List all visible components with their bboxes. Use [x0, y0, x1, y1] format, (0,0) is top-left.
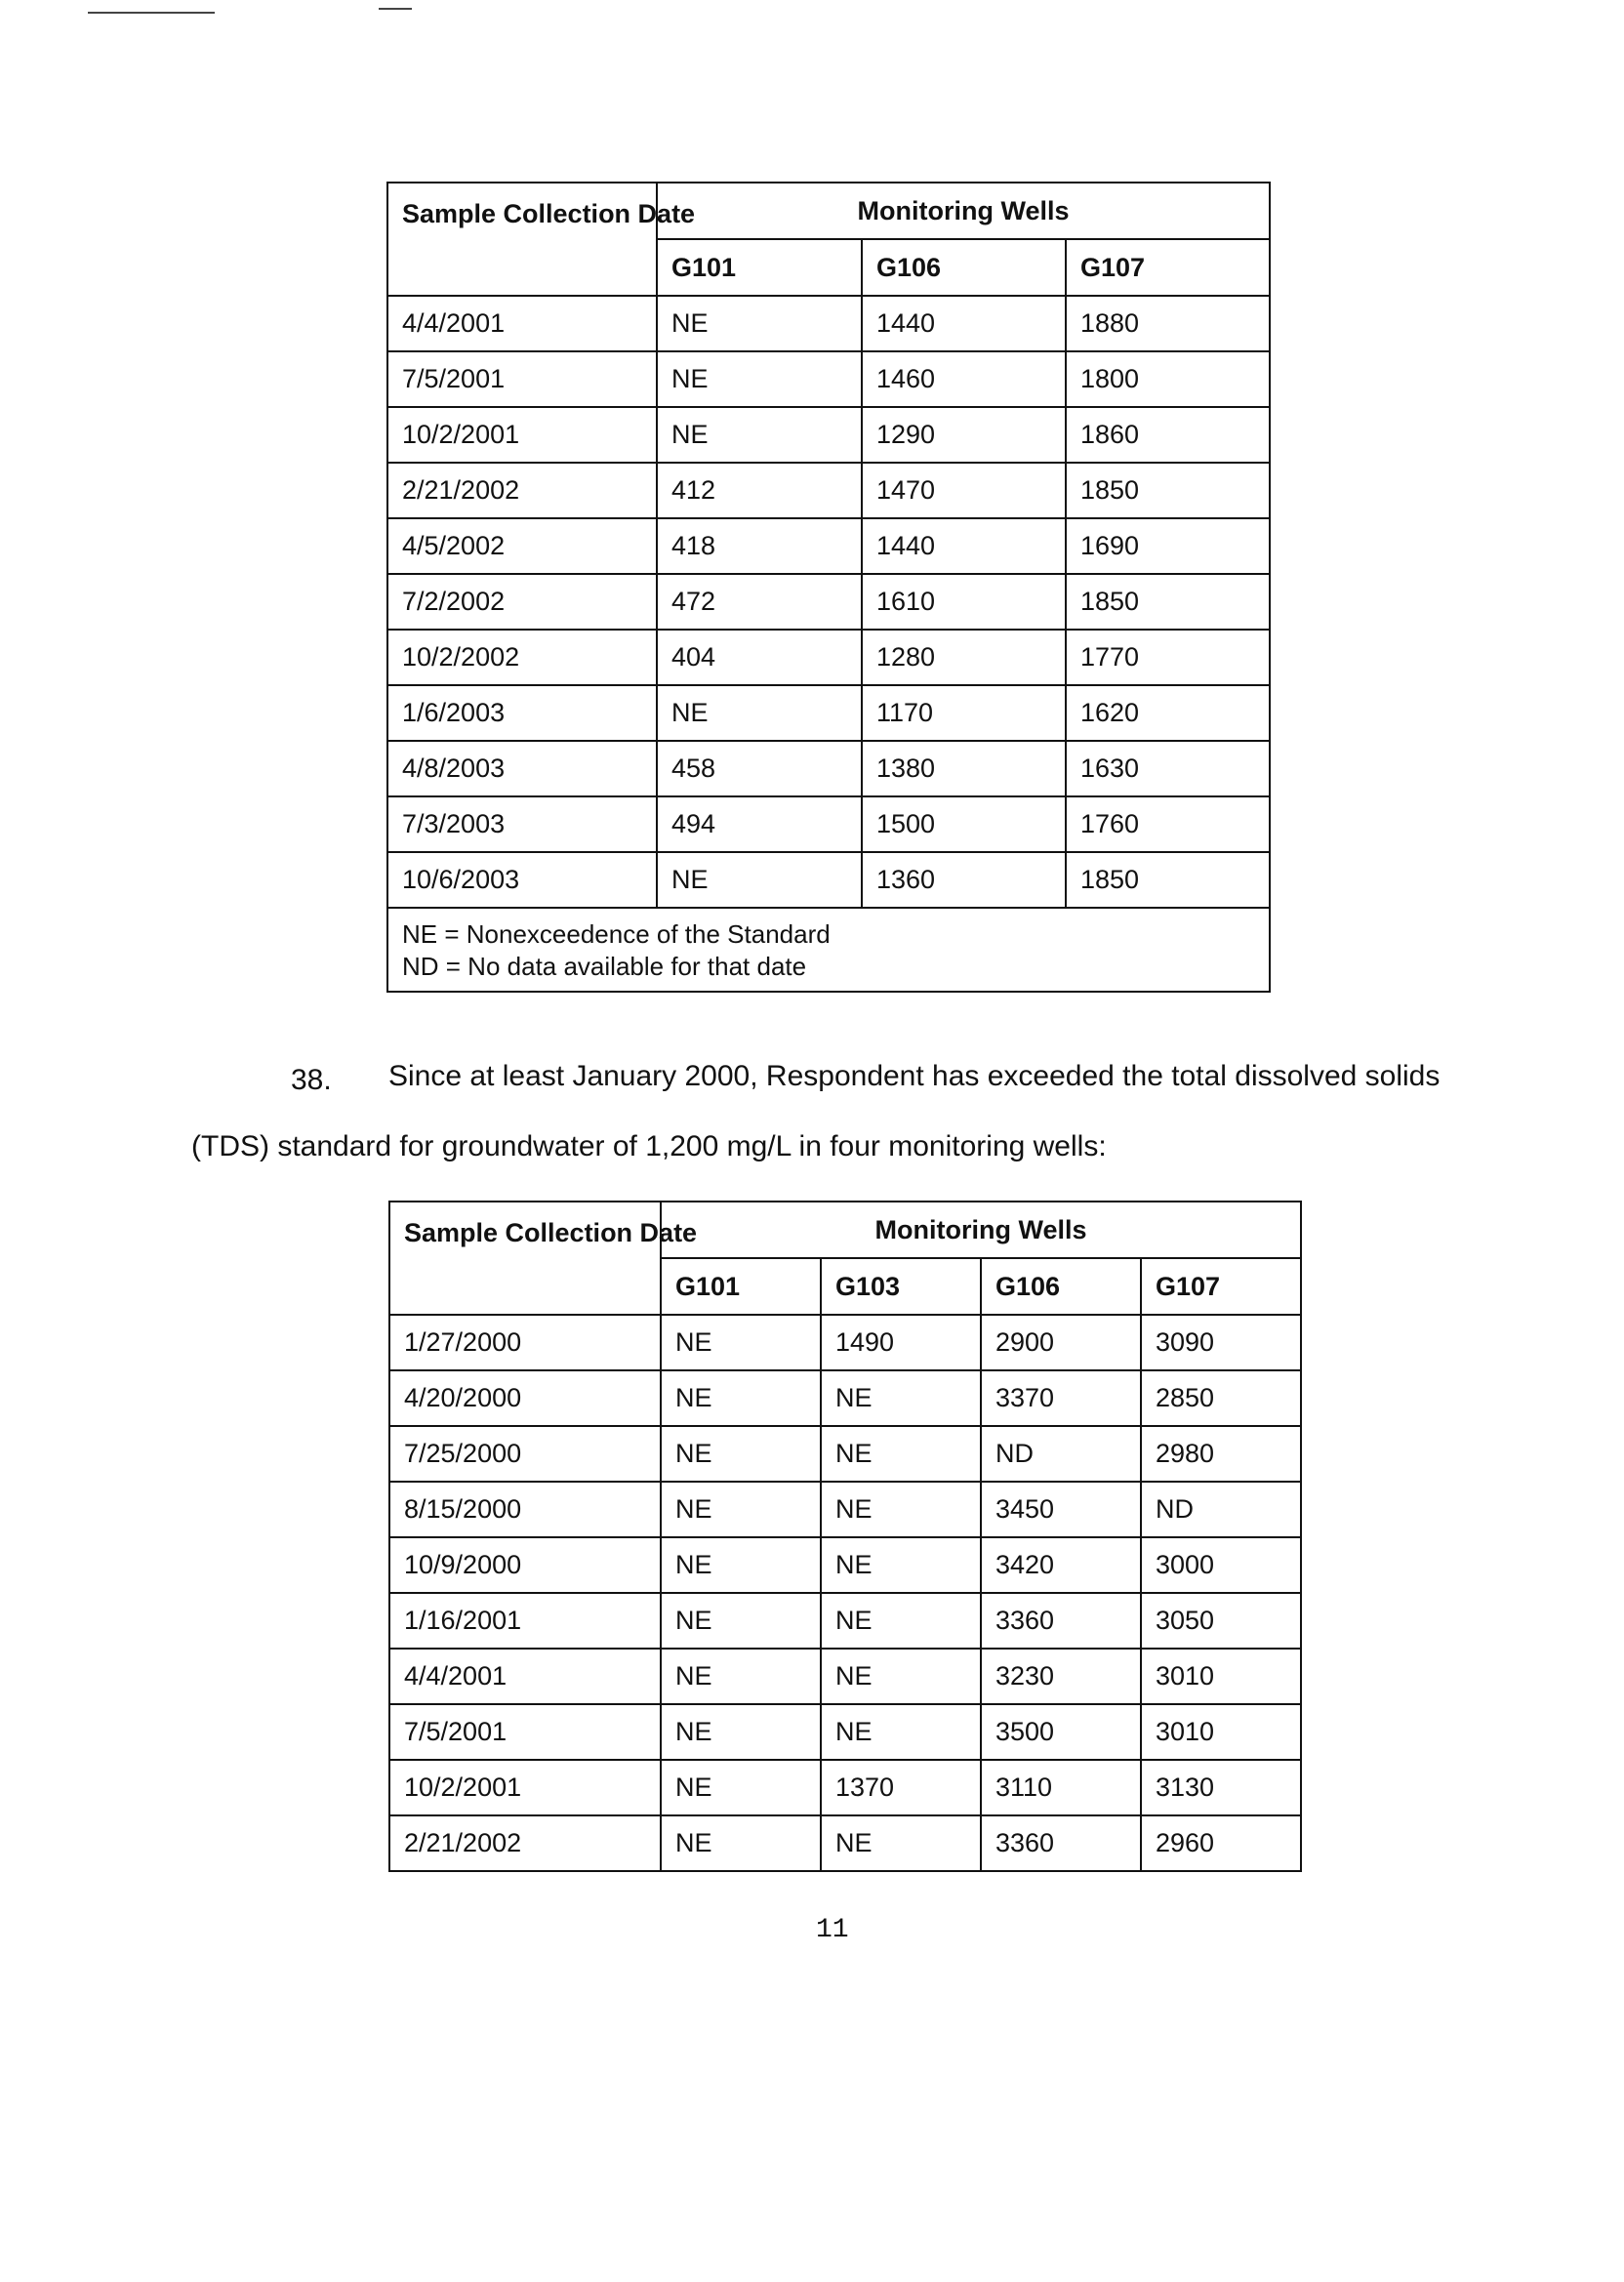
- well-header: G107: [1066, 239, 1270, 296]
- date-cell: 4/4/2001: [387, 296, 657, 351]
- value-cell: 2980: [1141, 1426, 1301, 1482]
- value-cell: NE: [661, 1815, 821, 1871]
- value-cell: 1460: [862, 351, 1066, 407]
- value-cell: 1380: [862, 741, 1066, 796]
- table-row: [387, 796, 1270, 852]
- value-cell: 418: [657, 518, 862, 574]
- value-cell: NE: [821, 1593, 981, 1649]
- value-cell: 1800: [1066, 351, 1270, 407]
- table-row: [389, 1593, 1301, 1649]
- paragraph-number: 38.: [291, 1064, 332, 1096]
- table-row: [389, 1815, 1301, 1871]
- table-row: [387, 574, 1270, 630]
- scan-artifact-line: [379, 8, 412, 10]
- date-cell: 7/5/2001: [389, 1704, 661, 1760]
- value-cell: 3000: [1141, 1537, 1301, 1593]
- table-row: [389, 1426, 1301, 1482]
- value-cell: 1470: [862, 463, 1066, 518]
- value-cell: 494: [657, 796, 862, 852]
- value-cell: ND: [1141, 1482, 1301, 1537]
- table-row: [389, 1649, 1301, 1704]
- value-cell: NE: [821, 1370, 981, 1426]
- value-cell: NE: [661, 1760, 821, 1815]
- date-cell: 10/2/2002: [387, 630, 657, 685]
- value-cell: NE: [661, 1482, 821, 1537]
- date-cell: 4/4/2001: [389, 1649, 661, 1704]
- value-cell: 3090: [1141, 1315, 1301, 1370]
- value-cell: 3500: [981, 1704, 1141, 1760]
- paragraph-line-1: Since at least January 2000, Respondent has exceeded the total dissolved solids: [388, 1060, 1441, 1092]
- value-cell: 1880: [1066, 296, 1270, 351]
- value-cell: 2960: [1141, 1815, 1301, 1871]
- date-cell: 7/3/2003: [387, 796, 657, 852]
- page-number: 11: [816, 1915, 849, 1945]
- scan-artifact-line: [88, 12, 215, 14]
- value-cell: 1770: [1066, 630, 1270, 685]
- value-cell: NE: [657, 351, 862, 407]
- value-cell: 1850: [1066, 852, 1270, 908]
- value-cell: 1610: [862, 574, 1066, 630]
- well-header: G107: [1141, 1258, 1301, 1315]
- value-cell: NE: [821, 1704, 981, 1760]
- value-cell: 3370: [981, 1370, 1141, 1426]
- value-cell: 472: [657, 574, 862, 630]
- table-row: [387, 463, 1270, 518]
- table-row: [387, 741, 1270, 796]
- table-row: [389, 1370, 1301, 1426]
- well-header: G101: [657, 239, 862, 296]
- value-cell: 1370: [821, 1760, 981, 1815]
- legend-nd: ND = No data available for that date: [402, 952, 807, 981]
- date-cell: 7/25/2000: [389, 1426, 661, 1482]
- value-cell: 1630: [1066, 741, 1270, 796]
- value-cell: 1690: [1066, 518, 1270, 574]
- date-cell: 7/2/2002: [387, 574, 657, 630]
- value-cell: 1490: [821, 1315, 981, 1370]
- value-cell: 3050: [1141, 1593, 1301, 1649]
- table-row: [387, 518, 1270, 574]
- value-cell: 412: [657, 463, 862, 518]
- value-cell: 1290: [862, 407, 1066, 463]
- paragraph-line-2: (TDS) standard for groundwater of 1,200 mg/L in four monitoring wells:: [191, 1130, 1107, 1162]
- table-row: [387, 407, 1270, 463]
- value-cell: 3010: [1141, 1649, 1301, 1704]
- value-cell: NE: [821, 1815, 981, 1871]
- date-column-header: Sample Collection Date: [387, 183, 657, 296]
- value-cell: 3130: [1141, 1760, 1301, 1815]
- table-row: [389, 1315, 1301, 1370]
- well-header: G106: [862, 239, 1066, 296]
- date-cell: 10/2/2001: [389, 1760, 661, 1815]
- date-cell: 4/8/2003: [387, 741, 657, 796]
- monitoring-wells-table-2: [388, 1201, 1302, 1872]
- value-cell: NE: [657, 685, 862, 741]
- table-row: [389, 1704, 1301, 1760]
- value-cell: NE: [661, 1315, 821, 1370]
- well-header: G103: [821, 1258, 981, 1315]
- value-cell: 404: [657, 630, 862, 685]
- table-row: [387, 852, 1270, 908]
- value-cell: 2850: [1141, 1370, 1301, 1426]
- table-row: [389, 1760, 1301, 1815]
- monitoring-wells-header: Monitoring Wells: [657, 183, 1270, 239]
- date-cell: 1/6/2003: [387, 685, 657, 741]
- table-row: [389, 1537, 1301, 1593]
- table-row: [387, 296, 1270, 351]
- value-cell: 3010: [1141, 1704, 1301, 1760]
- date-cell: 2/21/2002: [387, 463, 657, 518]
- value-cell: 1860: [1066, 407, 1270, 463]
- value-cell: 3360: [981, 1815, 1141, 1871]
- date-cell: 8/15/2000: [389, 1482, 661, 1537]
- value-cell: NE: [661, 1649, 821, 1704]
- table-legend: [387, 908, 1270, 992]
- value-cell: 1500: [862, 796, 1066, 852]
- legend-ne: NE = Nonexceedence of the Standard: [402, 919, 831, 949]
- value-cell: NE: [821, 1649, 981, 1704]
- value-cell: ND: [981, 1426, 1141, 1482]
- value-cell: 1360: [862, 852, 1066, 908]
- date-cell: 10/9/2000: [389, 1537, 661, 1593]
- value-cell: 3450: [981, 1482, 1141, 1537]
- value-cell: NE: [661, 1704, 821, 1760]
- table-row: [387, 351, 1270, 407]
- date-cell: 4/5/2002: [387, 518, 657, 574]
- date-cell: 2/21/2002: [389, 1815, 661, 1871]
- value-cell: 3420: [981, 1537, 1141, 1593]
- date-cell: 1/16/2001: [389, 1593, 661, 1649]
- value-cell: NE: [821, 1482, 981, 1537]
- value-cell: 3230: [981, 1649, 1141, 1704]
- well-header: G101: [661, 1258, 821, 1315]
- date-cell: 10/6/2003: [387, 852, 657, 908]
- date-column-header: Sample Collection Date: [389, 1202, 661, 1315]
- value-cell: NE: [657, 407, 862, 463]
- value-cell: 2900: [981, 1315, 1141, 1370]
- well-header: G106: [981, 1258, 1141, 1315]
- value-cell: NE: [661, 1537, 821, 1593]
- value-cell: 1760: [1066, 796, 1270, 852]
- value-cell: 1850: [1066, 574, 1270, 630]
- date-cell: 7/5/2001: [387, 351, 657, 407]
- value-cell: 1440: [862, 296, 1066, 351]
- value-cell: NE: [661, 1370, 821, 1426]
- value-cell: 1440: [862, 518, 1066, 574]
- monitoring-wells-table-1: [386, 182, 1271, 993]
- value-cell: NE: [821, 1537, 981, 1593]
- date-cell: 4/20/2000: [389, 1370, 661, 1426]
- value-cell: NE: [661, 1426, 821, 1482]
- value-cell: 3110: [981, 1760, 1141, 1815]
- value-cell: 458: [657, 741, 862, 796]
- monitoring-wells-header: Monitoring Wells: [661, 1202, 1301, 1258]
- date-cell: 10/2/2001: [387, 407, 657, 463]
- table-row: [387, 685, 1270, 741]
- value-cell: 1850: [1066, 463, 1270, 518]
- table-row: [387, 630, 1270, 685]
- value-cell: 3360: [981, 1593, 1141, 1649]
- value-cell: NE: [657, 852, 862, 908]
- value-cell: NE: [661, 1593, 821, 1649]
- value-cell: NE: [821, 1426, 981, 1482]
- value-cell: 1170: [862, 685, 1066, 741]
- value-cell: 1620: [1066, 685, 1270, 741]
- value-cell: 1280: [862, 630, 1066, 685]
- date-cell: 1/27/2000: [389, 1315, 661, 1370]
- value-cell: NE: [657, 296, 862, 351]
- table-row: [389, 1482, 1301, 1537]
